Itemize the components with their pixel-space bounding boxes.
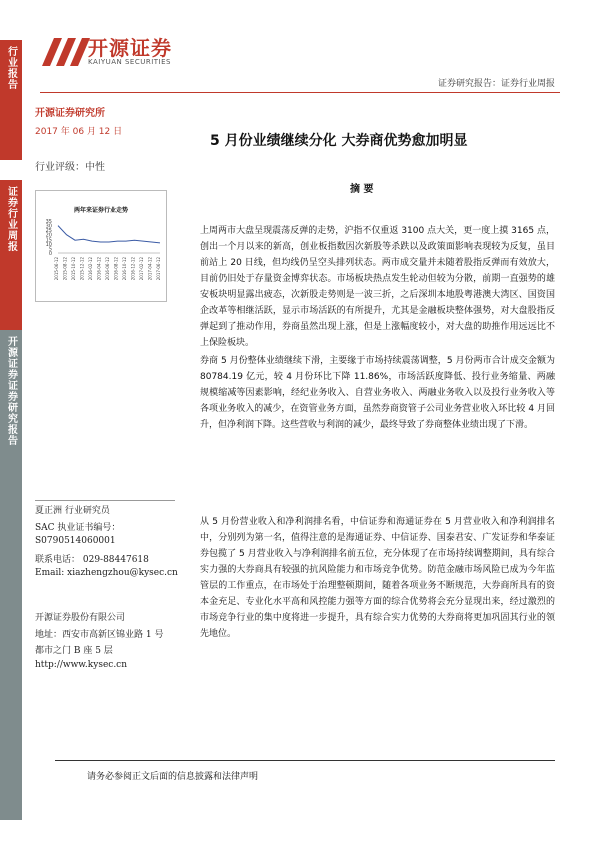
chart-plot: [36, 191, 166, 301]
sac-number: S0790514060001: [35, 536, 116, 546]
disclaimer: 请务必参阅正文后面的信息披露和法律声明: [87, 772, 259, 782]
address-line2: 都市之门 B 座 5 层: [35, 646, 113, 656]
side-tab-research: 开源证券证券研究报告: [0, 330, 22, 820]
chart-x-tick: 2016-08-12: [113, 257, 119, 281]
paragraph-performance: 券商 5 月份整体业绩继续下滑，主要缘于市场持续震荡调整，5 月份两市合计成交金额为 80784.19 亿元，较 4 月份环比下降 11.86%，市场活跃度降低、投行业务缩量、两融规模缩减等因素影响，经纪业务收入、自营业务收入、两融业务收入以及投行业务收入等各项业务收入的减少，在资管业务方面，虽然券商资管子公司业务营业收入环比较 4 月回升，但净利润下降。这些营收与利润的减少，最终导致了券商整体业绩出现了下滑。: [200, 356, 555, 430]
chart-y-tick: 35: [45, 219, 52, 225]
chart-x-tick: 2016-10-12: [122, 257, 127, 281]
chart-x-tick: 2015-10-12: [71, 257, 76, 281]
chart-y-tick: 0: [48, 251, 52, 257]
website: http://www.kysec.cn: [35, 660, 128, 670]
chart-x-tick: 2015-12-12: [79, 257, 85, 281]
address-line1: 地址：西安市高新区锦业路 1 号: [35, 630, 164, 640]
company-name: 开源证券股份有限公司: [35, 613, 126, 623]
chart-x-tick: 2017-02-12: [139, 257, 144, 281]
side-tab-weekly: 证券行业周报: [0, 180, 22, 330]
footer-divider: [55, 760, 555, 761]
chart-y-tick: 10: [45, 241, 52, 248]
chart-y-tick: 25: [45, 228, 52, 235]
chart-y-tick: 20: [45, 232, 52, 239]
chart-y-tick: 5: [48, 246, 52, 253]
logo-name: 开源证券: [88, 36, 172, 60]
industry-rating: 行业评级：中性: [35, 162, 105, 173]
phone: 联系电话： 029-88447618: [35, 555, 149, 565]
report-type: 证券研究报告：证券行业周报: [437, 79, 555, 89]
report-date: 2017 年 06 月 12 日: [35, 127, 123, 137]
contact-divider: [35, 500, 175, 501]
paragraph-market: 上周两市大盘呈现震荡反弹的走势，沪指不仅重返 3100 点大关，更一度上摸 3165 点，创出一个月以来的新高，创业板指数因次新股等杀跌以及政策面影响表现较为反复，虽目前站上 20 日线，但均线仍呈空头排列状态。两市成交量并未随着股指反弹而有效放大，目前仍旧处于存量资金博弈状态。市场板块热点发生轮动但较为分散，前期一直强势的雄安板块明显露出疲态，次新股走势则是一波三折，之后深圳本地股粤港澳大湾区、国资国企改革等相继活跃，显示市场活跃的有所提升，尤其是金融板块整体强势，对大盘股指反弹起到了推动作用，券商虽然出现上涨，但是上涨幅度较小，对大盘的助推作用远远比不上保险板块。: [200, 226, 555, 348]
chart-x-tick: 2017-04-12: [147, 257, 153, 281]
report-title: 5 月份业绩继续分化 大券商优势愈加明显: [210, 133, 468, 149]
logo-subtitle: KAIYUAN SECURITIES: [88, 58, 171, 66]
abstract-heading: 摘 要: [350, 184, 374, 195]
analyst-name: 夏正洲 行业研究员: [35, 506, 110, 516]
chart-y-tick: 30: [45, 223, 52, 230]
chart-x-tick: 2015-08-12: [62, 257, 68, 281]
chart-x-tick: 2017-06-12: [156, 257, 161, 281]
chart-x-tick: 2016-02-12: [88, 257, 93, 281]
header-divider: [40, 92, 560, 93]
chart-x-tick: 2016-06-12: [105, 257, 110, 281]
chart-x-tick: 2016-04-12: [96, 257, 102, 281]
trend-chart: [35, 190, 167, 302]
paragraph-ranking: 从 5 月份营业收入和净利润排名看，中信证券和海通证券在 5 月营业收入和净利润排名中，分别列为第一名，值得注意的是海通证券、中信证券、国泰君安、广发证券和华泰证券包揽了 5 月营业收入与净利润排名前五位，充分体现了在市场持续调整期间，具有综合实力强的大券商具有较强的抗风险能力和市场竞争优势。防范金融市场风险已成为今年监管层的工作重点，在市场处于治理整顿期间，随着各项业务不断规范，大券商所具有的资本金充足、专业化水平高和风控能力强等方面的综合优势将会充分显现出来，经过激烈的市场竞争行业的集中度将进一步提升，具有综合实力优势的大券商将更加巩固其行业的领先地位。: [200, 517, 555, 639]
email: Email: xiazhengzhou@kysec.cn: [35, 568, 178, 578]
chart-series-line: [58, 226, 160, 243]
chart-x-tick: 2016-12-12: [130, 257, 136, 281]
sac-label: SAC 执业证书编号：: [35, 523, 121, 533]
institute-name: 开源证券研究所: [35, 108, 105, 119]
side-tab-industry-report: 行业报告: [0, 40, 22, 160]
chart-title: 两年来证券行业走势: [73, 207, 128, 214]
chart-x-tick: 2015-06-12: [54, 257, 59, 281]
chart-y-tick: 15: [45, 237, 52, 244]
